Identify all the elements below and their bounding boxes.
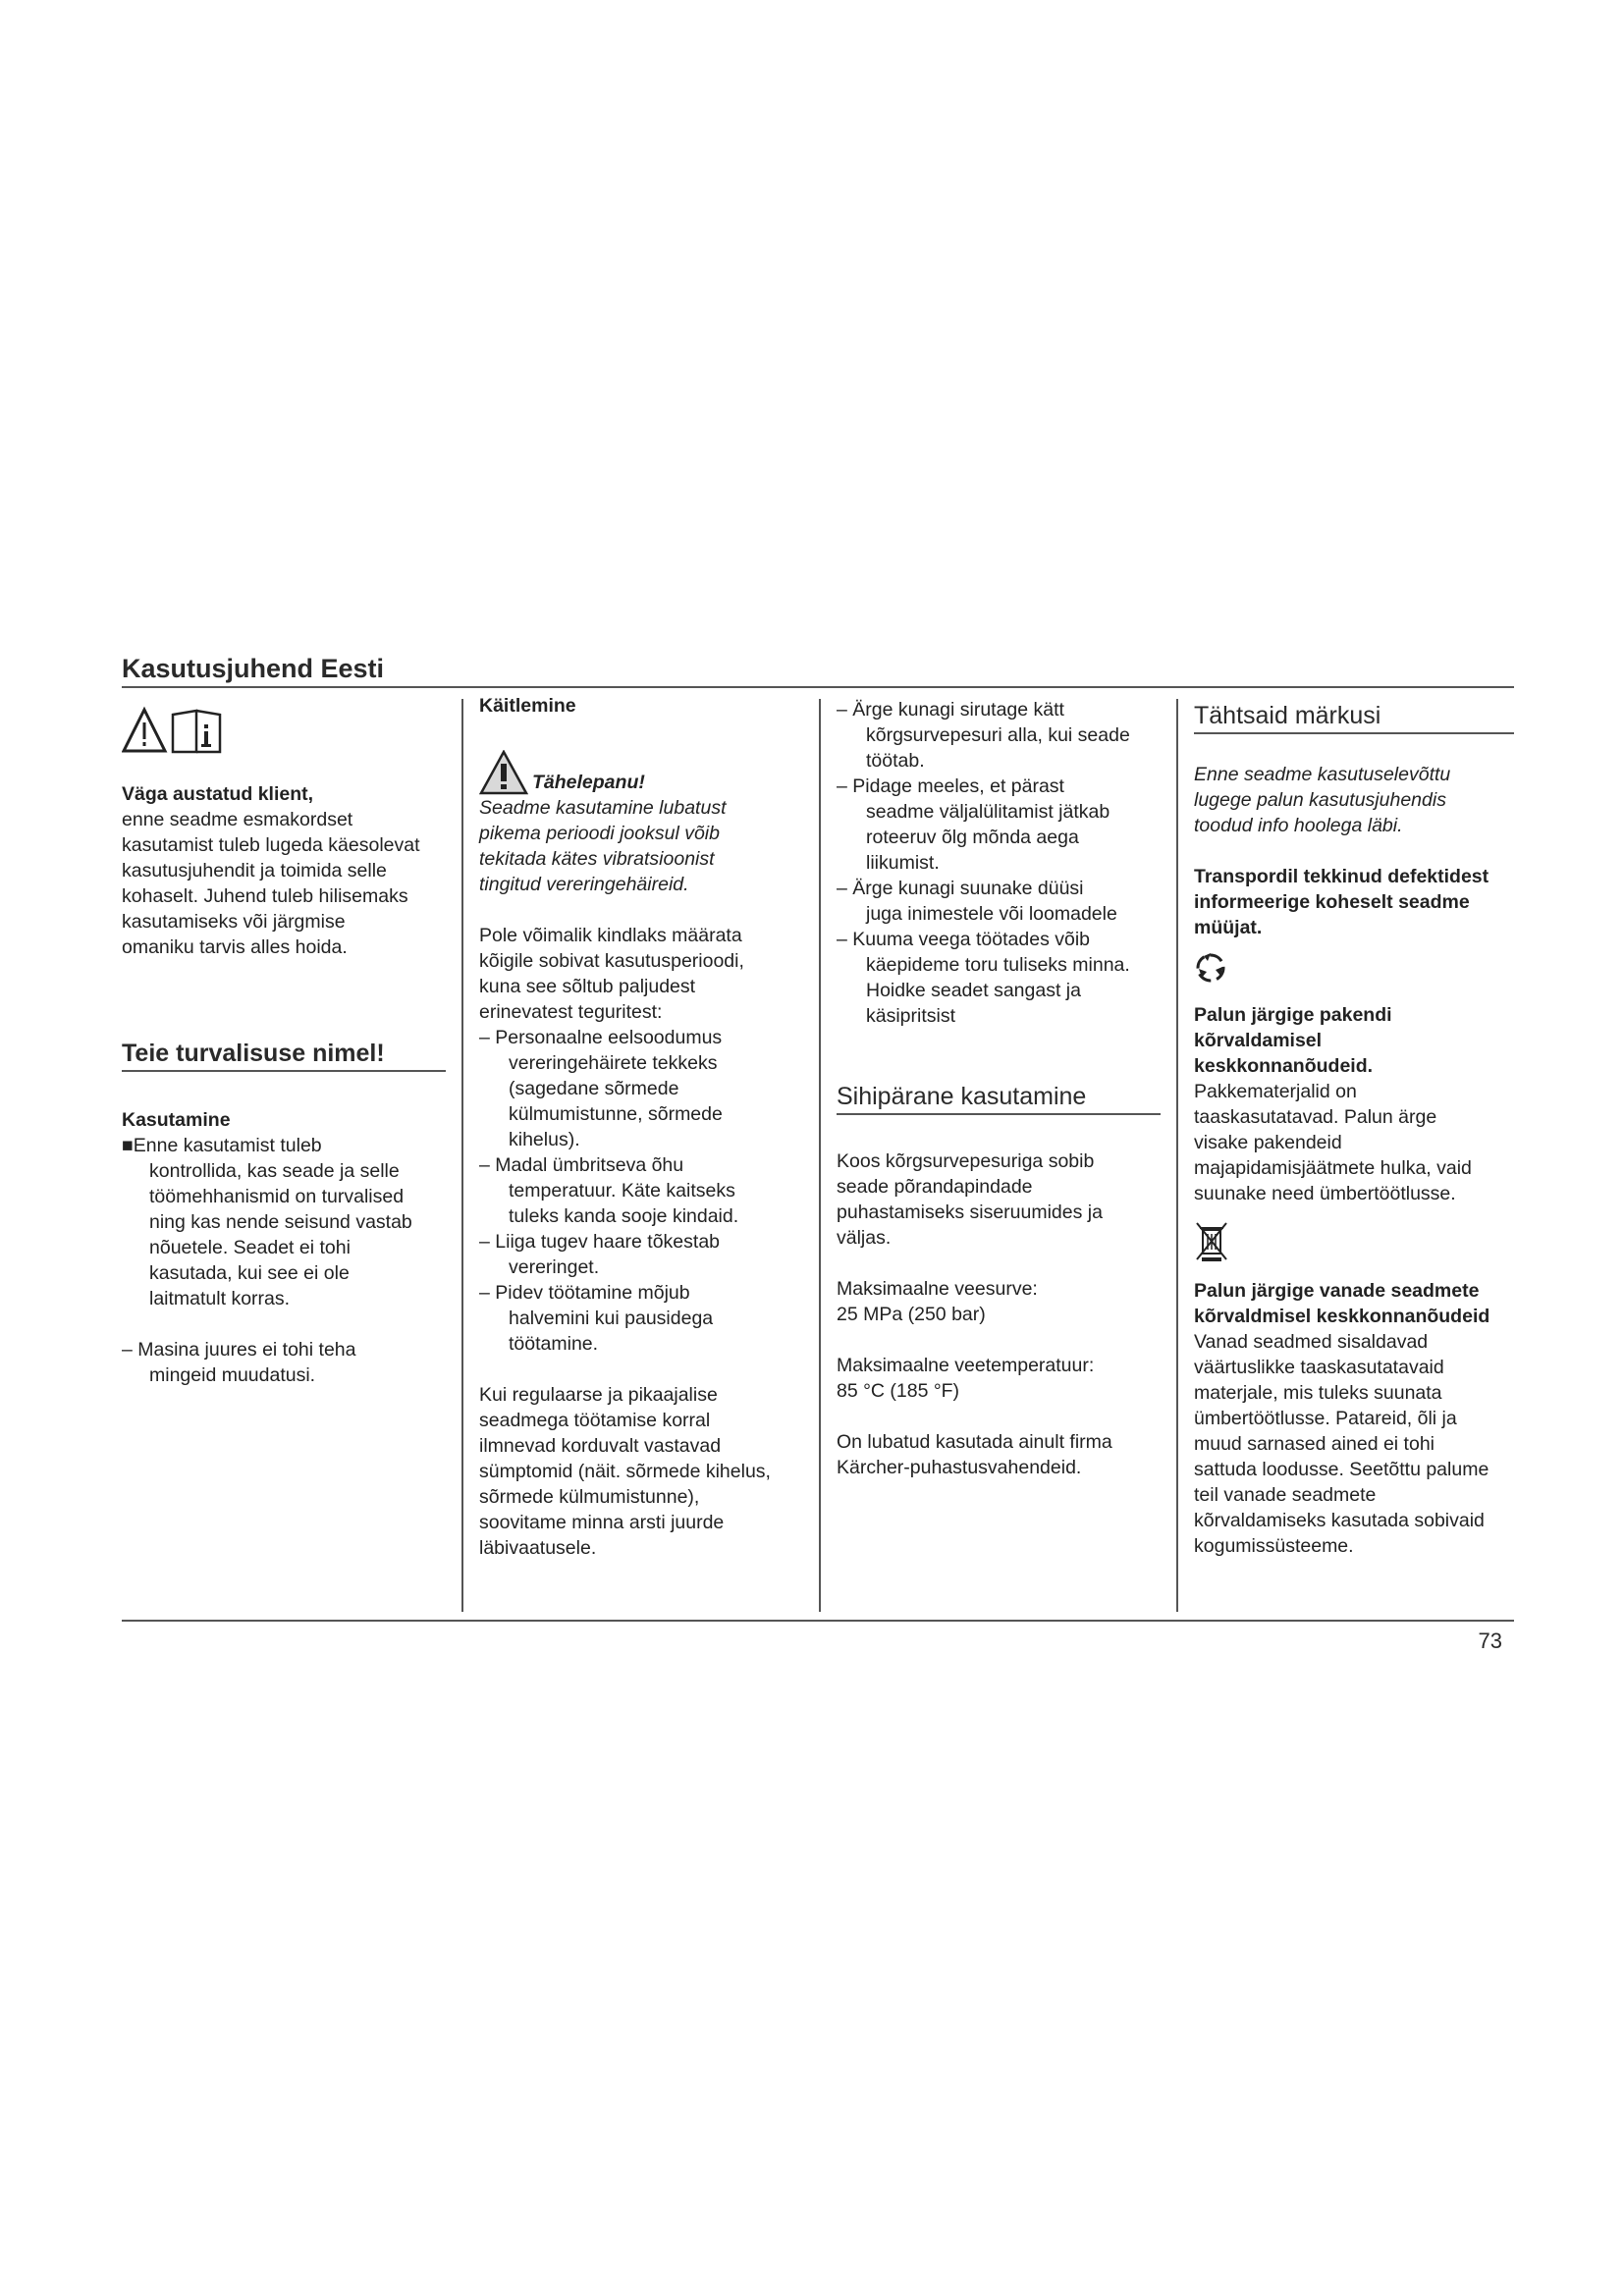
handling-subhead: Käitlemine bbox=[479, 695, 576, 717]
usage-line: seade põrandapindade bbox=[837, 1176, 1033, 1198]
packaging-text bbox=[1194, 1079, 1514, 1206]
list-item bbox=[837, 697, 1161, 774]
list-item-line: külmumistunne, sõrmede bbox=[509, 1103, 723, 1125]
list-item-line: Hoidke seadet sangast ja bbox=[866, 980, 1081, 1001]
old-devices-line: teil vanade seadmete bbox=[1194, 1484, 1377, 1506]
list-item-line: – Personaalne eelsoodumus bbox=[479, 1027, 723, 1048]
weee-icon-wrap bbox=[1194, 1220, 1514, 1270]
list-item-line: – Madal ümbritseva õhu bbox=[479, 1154, 684, 1176]
list-item-line: – Ärge kunagi sirutage kätt bbox=[837, 699, 1064, 721]
page-number: 73 bbox=[1478, 1629, 1502, 1653]
list-item-line: juga inimestele või loomadele bbox=[866, 903, 1117, 925]
intro-line: kasutamiseks või järgmise bbox=[122, 911, 346, 933]
closing-line: Kui regulaarse ja pikaajalise bbox=[479, 1384, 718, 1406]
old-devices-line: muud sarnased ained ei tohi bbox=[1194, 1433, 1435, 1455]
bullet-line: nõuetele. Seadet ei tohi bbox=[149, 1237, 351, 1258]
list-item bbox=[837, 927, 1161, 1029]
column-1 bbox=[122, 693, 446, 1388]
para-line: kuna see sõltub paljudest bbox=[479, 976, 696, 997]
column-2 bbox=[479, 693, 805, 1561]
bullet-line: ning kas nende seisund vastab bbox=[149, 1211, 412, 1233]
packaging-title bbox=[1194, 1002, 1514, 1079]
greeting: Väga austatud klient, bbox=[122, 783, 314, 805]
usage-bullet bbox=[122, 1133, 446, 1311]
packaging-line: visake pakendeid bbox=[1194, 1132, 1342, 1153]
warning-heading bbox=[479, 750, 805, 795]
old-devices-line: kõrvaldamiseks kasutada sobivaid bbox=[1194, 1510, 1485, 1531]
list-item-line: vereringehäirete tekkeks bbox=[509, 1052, 718, 1074]
intro-text bbox=[122, 807, 446, 960]
dash-line: – Masina juures ei tohi teha bbox=[122, 1339, 356, 1361]
list-item-line: halvemini kui pausidega bbox=[509, 1308, 714, 1329]
packaging-line: Pakkematerjalid on bbox=[1194, 1081, 1357, 1102]
dash-line: mingeid muudatusi. bbox=[149, 1364, 316, 1386]
list-item-line: käsipritsist bbox=[866, 1005, 956, 1027]
warning-line: tekitada kätes vibratsioonist bbox=[479, 848, 715, 870]
header-rule bbox=[122, 686, 1514, 688]
list-item-line: roteeruv õlg mõnda aega bbox=[866, 827, 1079, 848]
old-devices-line: sattuda loodusse. Seetõttu palume bbox=[1194, 1459, 1489, 1480]
list-item-line: – Liiga tugev haare tõkestab bbox=[479, 1231, 721, 1253]
old-devices-text bbox=[1194, 1329, 1514, 1559]
warning-triangle-icon bbox=[479, 750, 528, 795]
list-item bbox=[837, 774, 1161, 876]
bullet-line: ■Enne kasutamist tuleb bbox=[122, 1135, 322, 1156]
detergent-note bbox=[837, 1429, 1161, 1480]
warning-line: Seadme kasutamine lubatust bbox=[479, 797, 727, 819]
read-manual-note bbox=[1194, 762, 1514, 838]
old-devices-line: ümbertöötlusse. Patareid, õli ja bbox=[1194, 1408, 1457, 1429]
packaging-line: suunake need ümbertöötlusse. bbox=[1194, 1183, 1456, 1204]
intro-icons bbox=[122, 705, 446, 764]
list-item-line: töötamine. bbox=[509, 1333, 599, 1355]
temp-line: Maksimaalne veetemperatuur: bbox=[837, 1355, 1095, 1376]
list-item bbox=[479, 1229, 805, 1280]
intro-line: kohaselt. Juhend tuleb hilisemaks bbox=[122, 885, 408, 907]
warning-text bbox=[479, 795, 805, 897]
warning-line: tingitud vereringehäireid. bbox=[479, 874, 689, 895]
warning-title: Tähelepanu! bbox=[532, 772, 645, 793]
closing-line: sümptomid (näit. sõrmede kihelus, bbox=[479, 1461, 771, 1482]
intro-line: kasutusjuhendit ja toimida selle bbox=[122, 860, 387, 881]
usage-period-text bbox=[479, 923, 805, 1025]
pressure-line: Maksimaalne veesurve: bbox=[837, 1278, 1038, 1300]
para-line: Pole võimalik kindlaks määrata bbox=[479, 925, 742, 946]
bullet-line: kontrollida, kas seade ja selle bbox=[149, 1160, 400, 1182]
section-title-intended-use: Sihipärane kasutamine bbox=[837, 1084, 1161, 1115]
list-item bbox=[479, 1025, 805, 1152]
old-devices-line: kogumissüsteeme. bbox=[1194, 1535, 1354, 1557]
usage-line: puhastamiseks siseruumides ja bbox=[837, 1201, 1103, 1223]
intro-line: kasutamist tuleb lugeda käesolevat bbox=[122, 834, 420, 856]
old-devices-title bbox=[1194, 1278, 1514, 1329]
detergent-line: Kärcher-puhastusvahendeid. bbox=[837, 1457, 1082, 1478]
list-item-line: (sagedane sõrmede bbox=[509, 1078, 679, 1099]
para-line: kõigile sobivat kasutusperioodi, bbox=[479, 950, 744, 972]
list-item bbox=[479, 1152, 805, 1229]
list-item-line: – Pidev töötamine mõjub bbox=[479, 1282, 690, 1304]
page-title: Kasutusjuhend Eesti bbox=[122, 654, 385, 683]
closing-line: läbivaatusele. bbox=[479, 1537, 597, 1559]
column-3 bbox=[837, 693, 1161, 1480]
old-devices-title-line: Palun järgige vanade seadmete bbox=[1194, 1280, 1480, 1302]
column-divider bbox=[819, 699, 821, 1612]
list-item-line: käepideme toru tuliseks minna. bbox=[866, 954, 1130, 976]
list-item-line: temperatuur. Käte kaitseks bbox=[509, 1180, 735, 1201]
list-item bbox=[837, 876, 1161, 927]
section-title-notes: Tähtsaid märkusi bbox=[1194, 703, 1514, 734]
closing-line: soovitame minna arsti juurde bbox=[479, 1512, 725, 1533]
old-devices-title-line: kõrvaldmisel keskkonnanõudeid bbox=[1194, 1306, 1490, 1327]
medical-advice-text bbox=[479, 1382, 805, 1561]
column-divider bbox=[461, 699, 463, 1612]
safety-list bbox=[837, 697, 1161, 1029]
intro-line: enne seadme esmakordset bbox=[122, 809, 353, 830]
list-item-line: tuleks kanda sooje kindaid. bbox=[509, 1205, 739, 1227]
usage-line: väljas. bbox=[837, 1227, 892, 1249]
transport-line: müüjat. bbox=[1194, 917, 1263, 938]
list-item-line: kihelus). bbox=[509, 1129, 580, 1150]
warning-manual-icon bbox=[122, 705, 230, 758]
transport-line: Transpordil tekkinud defektidest bbox=[1194, 866, 1489, 887]
factor-list bbox=[479, 1025, 805, 1357]
packaging-title-line: keskkonnanõudeid. bbox=[1194, 1055, 1374, 1077]
max-pressure bbox=[837, 1276, 1161, 1327]
old-devices-line: materjale, mis tuleks suunata bbox=[1194, 1382, 1442, 1404]
detergent-line: On lubatud kasutada ainult firma bbox=[837, 1431, 1112, 1453]
list-item-line: – Ärge kunagi suunake düüsi bbox=[837, 878, 1084, 899]
closing-line: ilmnevad korduvalt vastavad bbox=[479, 1435, 722, 1457]
bullet-line: töömehhanismid on turvalised bbox=[149, 1186, 405, 1207]
usage-line: Koos kõrgsurvepesuriga sobib bbox=[837, 1150, 1095, 1172]
bullet-line: kasutada, kui see ei ole bbox=[149, 1262, 350, 1284]
intended-use-text bbox=[837, 1148, 1161, 1251]
max-temperature bbox=[837, 1353, 1161, 1404]
para-line: erinevatest teguritest: bbox=[479, 1001, 663, 1023]
transport-damage-note bbox=[1194, 864, 1514, 940]
list-item-line: töötab. bbox=[866, 750, 925, 772]
bullet-line: laitmatult korras. bbox=[149, 1288, 291, 1309]
list-item-line: – Kuuma veega töötades võib bbox=[837, 929, 1091, 950]
packaging-line: taaskasutatavad. Palun ärge bbox=[1194, 1106, 1437, 1128]
recycling-icon bbox=[1194, 950, 1227, 986]
column-divider bbox=[1176, 699, 1178, 1612]
list-item-line: seadme väljalülitamist jätkab bbox=[866, 801, 1110, 823]
recycling-icon-wrap bbox=[1194, 950, 1514, 992]
list-item-line: kõrgsurvepesuri alla, kui seade bbox=[866, 724, 1130, 746]
no-modification-note bbox=[122, 1337, 446, 1388]
note-line: lugege palun kasutusjuhendis bbox=[1194, 789, 1446, 811]
footer-rule bbox=[122, 1620, 1514, 1622]
intro-line: omaniku tarvis alles hoida. bbox=[122, 936, 348, 958]
note-line: toodud info hoolega läbi. bbox=[1194, 815, 1403, 836]
packaging-title-line: kõrvaldamisel bbox=[1194, 1030, 1323, 1051]
list-item-line: liikumist. bbox=[866, 852, 940, 874]
column-4 bbox=[1194, 693, 1514, 1559]
closing-line: seadmega töötamise korral bbox=[479, 1410, 711, 1431]
old-devices-line: Vanad seadmed sisaldavad bbox=[1194, 1331, 1429, 1353]
list-item-line: – Pidage meeles, et pärast bbox=[837, 775, 1064, 797]
section-title-safety: Teie turvalisuse nimel! bbox=[122, 1041, 446, 1072]
packaging-title-line: Palun järgige pakendi bbox=[1194, 1004, 1392, 1026]
closing-line: sõrmede külmumistunne), bbox=[479, 1486, 700, 1508]
old-devices-line: väärtuslikke taaskasutatavaid bbox=[1194, 1357, 1444, 1378]
list-item bbox=[479, 1280, 805, 1357]
packaging-line: majapidamisjäätmete hulka, vaid bbox=[1194, 1157, 1472, 1179]
temp-line: 85 °C (185 °F) bbox=[837, 1380, 960, 1402]
pressure-line: 25 MPa (250 bar) bbox=[837, 1304, 986, 1325]
transport-line: informeerige koheselt seadme bbox=[1194, 891, 1470, 913]
list-item-line: vereringet. bbox=[509, 1256, 600, 1278]
note-line: Enne seadme kasutuselevõttu bbox=[1194, 764, 1451, 785]
usage-subhead: Kasutamine bbox=[122, 1109, 231, 1131]
crossed-bin-icon bbox=[1194, 1220, 1229, 1263]
warning-line: pikema perioodi jooksul võib bbox=[479, 823, 720, 844]
